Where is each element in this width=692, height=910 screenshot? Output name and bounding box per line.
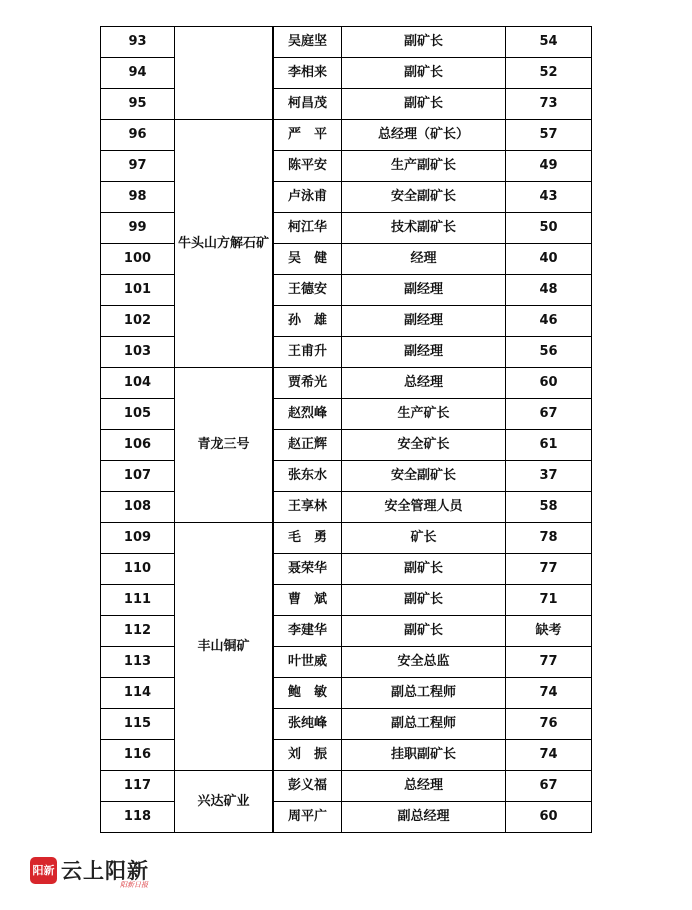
cell-score: 71: [506, 585, 592, 616]
personnel-score-table: [100, 26, 592, 833]
cell-name: 柯昌茂: [274, 89, 342, 120]
cell-score: 52: [506, 58, 592, 89]
cell-name: 曹 斌: [274, 585, 342, 616]
cell-position: 生产矿长: [342, 399, 506, 430]
cell-no: 95: [101, 89, 175, 120]
cell-name: 张东水: [274, 461, 342, 492]
table-row: [101, 120, 592, 151]
cell-position: 总经理: [342, 771, 506, 802]
table-row: [101, 337, 592, 368]
cell-unit: 牛头山方解石矿: [175, 120, 273, 368]
cell-score: 60: [506, 802, 592, 833]
cell-score: 58: [506, 492, 592, 523]
cell-position: 经理: [342, 244, 506, 275]
cell-no: 118: [101, 802, 175, 833]
table-row: [101, 244, 592, 275]
cell-score: 57: [506, 120, 592, 151]
cell-score: 73: [506, 89, 592, 120]
cell-no: 113: [101, 647, 175, 678]
table-row: [101, 275, 592, 306]
cell-position: 技术副矿长: [342, 213, 506, 244]
cell-position: 副经理: [342, 306, 506, 337]
table-row: [101, 709, 592, 740]
cell-score: 56: [506, 337, 592, 368]
cell-position: 安全矿长: [342, 430, 506, 461]
cell-position: 副经理: [342, 337, 506, 368]
table-row: [101, 802, 592, 833]
cell-no: 103: [101, 337, 175, 368]
cell-no: 105: [101, 399, 175, 430]
cell-no: 108: [101, 492, 175, 523]
cell-position: 副矿长: [342, 585, 506, 616]
cell-score: 67: [506, 771, 592, 802]
cell-position: 总经理（矿长）: [342, 120, 506, 151]
cell-no: 114: [101, 678, 175, 709]
cell-position: 副矿长: [342, 27, 506, 58]
cell-name: 卢泳甫: [274, 182, 342, 213]
cell-name: 聂荣华: [274, 554, 342, 585]
cell-unit: 青龙三号: [175, 368, 273, 523]
cell-name: 叶世威: [274, 647, 342, 678]
cell-name: 鲍 敏: [274, 678, 342, 709]
cell-name: 王享林: [274, 492, 342, 523]
cell-position: 安全副矿长: [342, 182, 506, 213]
cell-no: 112: [101, 616, 175, 647]
cell-name: 吴 健: [274, 244, 342, 275]
table-row: [101, 771, 592, 802]
cell-position: 矿长: [342, 523, 506, 554]
cell-position: 安全副矿长: [342, 461, 506, 492]
table-row: [101, 740, 592, 771]
cell-name: 刘 振: [274, 740, 342, 771]
cell-position: 副矿长: [342, 89, 506, 120]
cell-score: 49: [506, 151, 592, 182]
table-body: [101, 27, 592, 833]
cell-score: 61: [506, 430, 592, 461]
cell-no: 93: [101, 27, 175, 58]
cell-position: 副经理: [342, 275, 506, 306]
table-row: [101, 27, 592, 58]
cell-score: 76: [506, 709, 592, 740]
cell-score: 50: [506, 213, 592, 244]
cell-no: 107: [101, 461, 175, 492]
table-row: [101, 492, 592, 523]
cell-score: 46: [506, 306, 592, 337]
cell-name: 王德安: [274, 275, 342, 306]
cell-score: 77: [506, 647, 592, 678]
cell-no: 109: [101, 523, 175, 554]
table-row: [101, 213, 592, 244]
cell-score: 77: [506, 554, 592, 585]
table-row: [101, 306, 592, 337]
cell-no: 100: [101, 244, 175, 275]
table-row: [101, 523, 592, 554]
cell-unit: 兴达矿业: [175, 771, 273, 833]
cell-no: 99: [101, 213, 175, 244]
brand-subtitle: 阳新日报: [120, 881, 148, 889]
table-row: [101, 89, 592, 120]
cell-no: 106: [101, 430, 175, 461]
table-row: [101, 461, 592, 492]
cell-name: 贾希光: [274, 368, 342, 399]
cell-name: 吴庭坚: [274, 27, 342, 58]
table-row: [101, 647, 592, 678]
cell-score: 78: [506, 523, 592, 554]
table-row: [101, 182, 592, 213]
table-row: [101, 678, 592, 709]
cell-name: 赵烈峰: [274, 399, 342, 430]
cell-score: 54: [506, 27, 592, 58]
table-row: [101, 616, 592, 647]
cell-no: 116: [101, 740, 175, 771]
table-row: [101, 399, 592, 430]
cell-position: 副总工程师: [342, 678, 506, 709]
table-row: [101, 58, 592, 89]
cell-name: 李相来: [274, 58, 342, 89]
cell-unit: [175, 27, 273, 120]
cell-score: 40: [506, 244, 592, 275]
cell-position: 挂职副矿长: [342, 740, 506, 771]
cell-score: 37: [506, 461, 592, 492]
brand-logo-icon: [30, 857, 57, 884]
table-row: [101, 151, 592, 182]
cell-no: 115: [101, 709, 175, 740]
cell-no: 96: [101, 120, 175, 151]
cell-no: 111: [101, 585, 175, 616]
cell-name: 周平广: [274, 802, 342, 833]
brand-logo-text: 阳新: [32, 864, 55, 877]
cell-score: 74: [506, 740, 592, 771]
cell-no: 97: [101, 151, 175, 182]
cell-position: 安全管理人员: [342, 492, 506, 523]
cell-no: 101: [101, 275, 175, 306]
cell-no: 117: [101, 771, 175, 802]
cell-position: 副总经理: [342, 802, 506, 833]
cell-position: 副矿长: [342, 58, 506, 89]
cell-score: 48: [506, 275, 592, 306]
cell-name: 张纯峰: [274, 709, 342, 740]
cell-no: 102: [101, 306, 175, 337]
cell-unit: 丰山铜矿: [175, 523, 273, 771]
cell-no: 104: [101, 368, 175, 399]
table-row: [101, 430, 592, 461]
cell-position: 副矿长: [342, 616, 506, 647]
cell-position: 生产副矿长: [342, 151, 506, 182]
table-row: [101, 585, 592, 616]
cell-position: 安全总监: [342, 647, 506, 678]
cell-position: 总经理: [342, 368, 506, 399]
cell-name: 赵正辉: [274, 430, 342, 461]
cell-score: 74: [506, 678, 592, 709]
cell-name: 严 平: [274, 120, 342, 151]
brand-name: 云上阳新: [61, 859, 149, 883]
cell-name: 彭义福: [274, 771, 342, 802]
cell-score: 缺考: [506, 616, 592, 647]
cell-score: 60: [506, 368, 592, 399]
cell-no: 98: [101, 182, 175, 213]
table-row: [101, 368, 592, 399]
cell-name: 毛 勇: [274, 523, 342, 554]
cell-name: 李建华: [274, 616, 342, 647]
cell-position: 副总工程师: [342, 709, 506, 740]
table-row: [101, 554, 592, 585]
cell-name: 陈平安: [274, 151, 342, 182]
cell-name: 王甫升: [274, 337, 342, 368]
cell-position: 副矿长: [342, 554, 506, 585]
cell-score: 67: [506, 399, 592, 430]
cell-name: 孙 雄: [274, 306, 342, 337]
cell-name: 柯江华: [274, 213, 342, 244]
cell-score: 43: [506, 182, 592, 213]
brand-watermark: [30, 852, 149, 888]
cell-no: 110: [101, 554, 175, 585]
cell-no: 94: [101, 58, 175, 89]
